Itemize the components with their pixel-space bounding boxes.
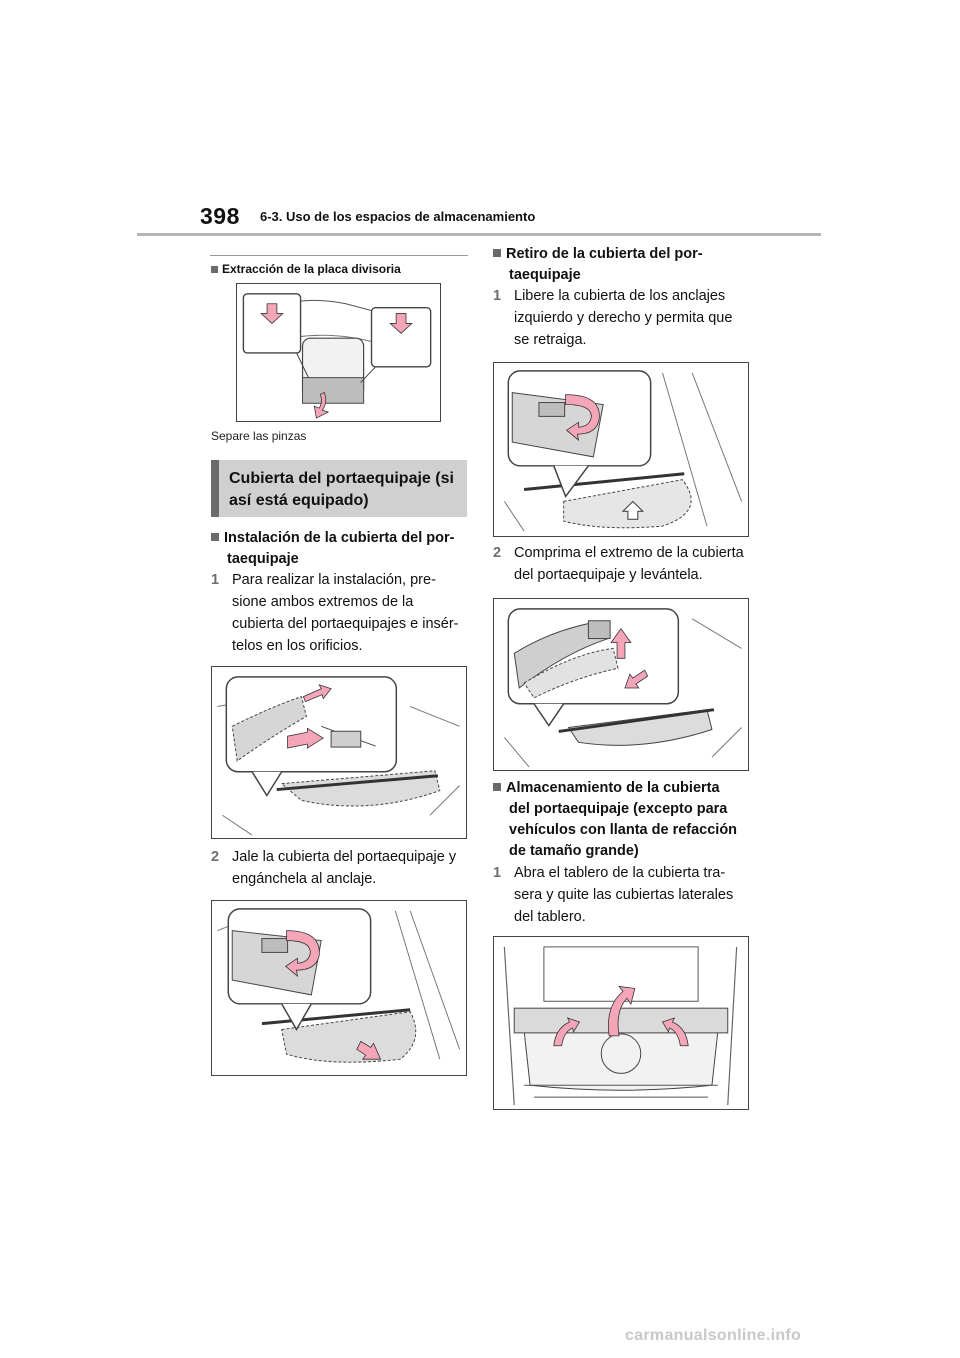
figure-divider-plate — [236, 283, 441, 422]
heading-removal: Retiro de la cubierta del por- taequipaje — [493, 244, 753, 286]
square-bullet-icon — [493, 783, 501, 791]
caption-extraction: Separe las pinzas — [211, 429, 307, 443]
heading-extraction: Extracción de la placa divisoria — [211, 262, 401, 276]
page-number: 398 — [200, 203, 240, 229]
figure-hook-cover — [211, 900, 467, 1076]
figure-install-cover — [211, 666, 467, 839]
hook-cover-illustration — [212, 901, 466, 1075]
figure-lift-cover — [493, 598, 749, 771]
trunk-storage-illustration — [494, 937, 748, 1109]
install-step-2: 2 Jale la cubierta del portaequipaje y engánchela al anclaje. — [211, 849, 457, 887]
header-rule — [137, 233, 821, 236]
column-rule — [210, 255, 468, 256]
storage-step-1: 1 Abra el tablero de la cubierta tra- sera y quite las cubiertas laterales del tablero. — [493, 865, 734, 925]
removal-step-1: 1 Libere la cubierta de los anclajes izquierdo y derecho y permita que se retraiga. — [493, 288, 733, 348]
install-step-1: 1 Para realizar la instalación, pre- sione ambos extremos de la cubierta del portaequipajes e insér- telos en los orificios. — [211, 572, 459, 654]
removal-step-2: 2 Comprima el extremo de la cubierta del portaequipaje y levántela. — [493, 545, 744, 583]
heading-install: Instalación de la cubierta del por- taequipaje — [211, 528, 471, 570]
square-bullet-icon — [493, 249, 501, 257]
square-bullet-icon — [211, 266, 218, 273]
heading-storage: Almacenamiento de la cubierta del portaequipaje (excepto para vehículos con llanta de refacción de tamaño grande) — [493, 778, 755, 862]
release-cover-illustration — [494, 363, 748, 536]
section-heading-box: Cubierta del portaequipaje (si así está equipado) — [211, 460, 467, 517]
divider-plate-illustration — [237, 284, 440, 421]
figure-release-cover — [493, 362, 749, 537]
lift-cover-illustration — [494, 599, 748, 770]
install-cover-illustration — [212, 667, 466, 838]
figure-trunk-storage — [493, 936, 749, 1110]
section-title: 6-3. Uso de los espacios de almacenamiento — [260, 209, 536, 224]
square-bullet-icon — [211, 533, 219, 541]
watermark: carmanualsonline.info — [625, 1327, 802, 1344]
